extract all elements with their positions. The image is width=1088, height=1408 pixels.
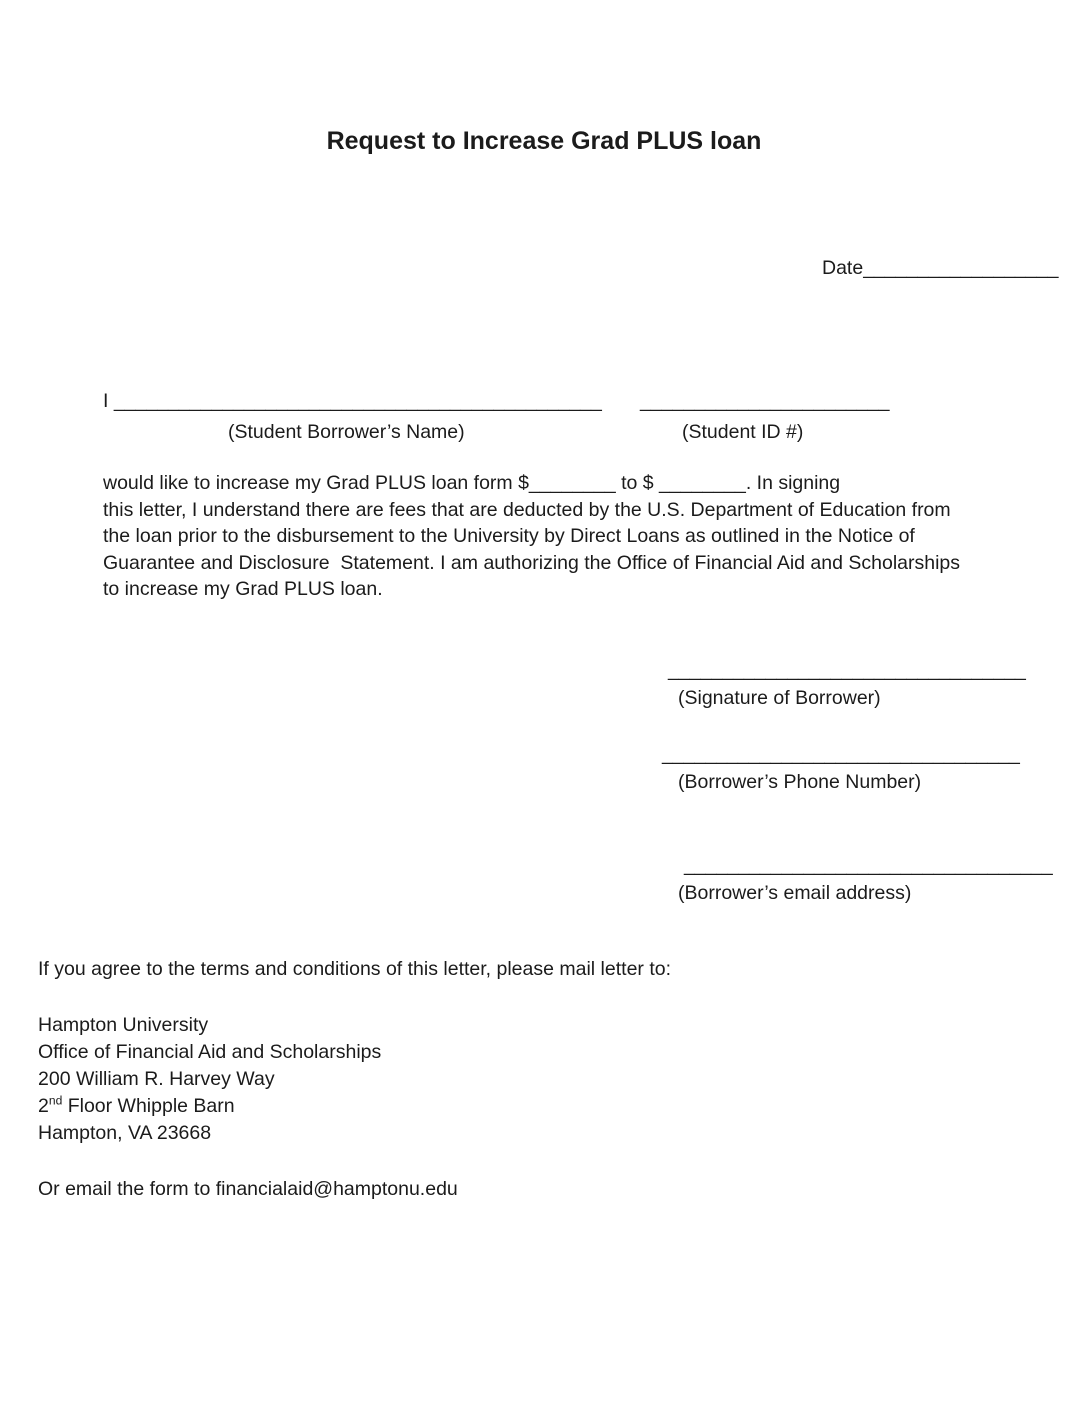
date-blank-line: __________________ [863,257,1059,279]
student-id-blank-line: _______________________ [640,390,890,412]
email-instruction: Or email the form to financialaid@hamptonu.edu [38,1178,458,1200]
address-line-university: Hampton University [38,1014,209,1036]
intro-prefix: I [103,390,114,412]
phone-blank-line: _________________________________ [662,743,1020,765]
address-line-office: Office of Financial Aid and Scholarships [38,1041,382,1063]
student-name-label: (Student Borrower’s Name) [228,421,465,443]
page-title: Request to Increase Grad PLUS loan [326,127,762,155]
body-paragraph [103,470,1053,603]
floor-number: 2 [38,1095,49,1117]
body-line: this letter, I understand there are fees that are deducted by the U.S. Department of Education from [103,498,951,521]
student-id-label: (Student ID #) [682,421,804,443]
date-label: Date [822,257,864,279]
body-line: would like to increase my Grad PLUS loan form $________ to $ ________. In signing [103,472,841,494]
date-field [822,257,1058,279]
body-line: to increase my Grad PLUS loan. [103,578,383,600]
email-blank-line: __________________________________ [684,854,1053,876]
address-line-street: 200 William R. Harvey Way [38,1068,275,1090]
body-line: Guarantee and Disclosure Statement. I am authorizing the Office of Financial Aid and Scholarships [103,551,961,574]
floor-ordinal-suffix: nd [48,1093,63,1108]
intro-line [103,390,602,412]
student-name-blank-line: _____________________________________________ [113,390,602,412]
address-line-city: Hampton, VA 23668 [38,1122,212,1144]
address-line-floor [38,1095,235,1117]
floor-text: Floor Whipple Barn [62,1095,235,1117]
mail-instruction: If you agree to the terms and conditions of this letter, please mail letter to: [38,958,672,980]
email-label: (Borrower’s email address) [678,882,912,904]
signature-blank-line: _________________________________ [668,659,1026,681]
signature-label: (Signature of Borrower) [678,687,881,709]
phone-label: (Borrower’s Phone Number) [678,771,922,793]
body-line: the loan prior to the disbursement to the University by Direct Loans as outlined in the Notice of [103,525,915,547]
